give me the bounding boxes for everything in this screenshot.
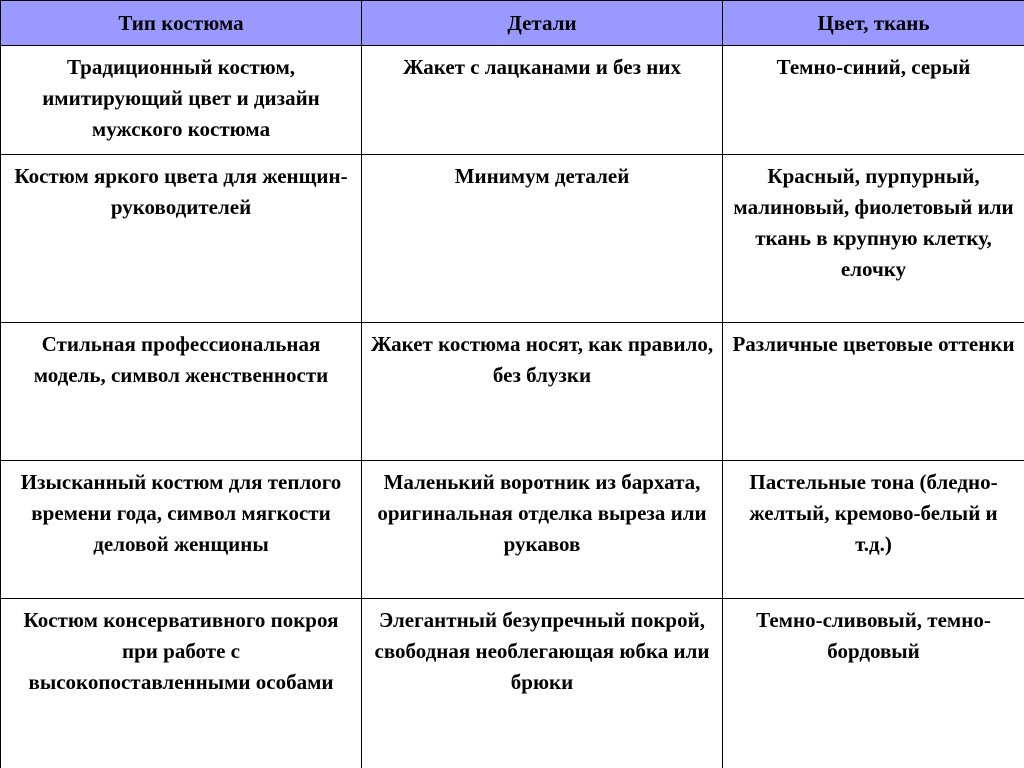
cell-type: Стильная профессиональная модель, символ женственности	[1, 323, 362, 461]
header-cell-details: Детали	[362, 1, 723, 46]
header-cell-color: Цвет, ткань	[723, 1, 1024, 46]
cell-color: Красный, пурпурный, малиновый, фиолетовый или ткань в крупную клетку, елочку	[723, 155, 1024, 323]
header-row	[1, 1, 1024, 46]
table-row	[1, 46, 1024, 155]
cell-color: Темно-синий, серый	[723, 46, 1024, 155]
table-row	[1, 599, 1024, 768]
table-row	[1, 155, 1024, 323]
cell-type: Традиционный костюм, имитирующий цвет и дизайн мужского костюма	[1, 46, 362, 155]
header-cell-type: Тип костюма	[1, 1, 362, 46]
table-header	[1, 1, 1024, 46]
table-row	[1, 461, 1024, 599]
cell-type: Изысканный костюм для теплого времени года, символ мягкости деловой женщины	[1, 461, 362, 599]
table-row	[1, 323, 1024, 461]
cell-color: Различные цветовые оттенки	[723, 323, 1024, 461]
cell-type: Костюм консервативного покроя при работе с высокопоставленными особами	[1, 599, 362, 768]
cell-color: Темно-сливовый, темно-бордовый	[723, 599, 1024, 768]
cell-color: Пастельные тона (бледно-желтый, кремово-белый и т.д.)	[723, 461, 1024, 599]
cell-details: Жакет костюма носят, как правило, без блузки	[362, 323, 723, 461]
cell-type: Костюм яркого цвета для женщин-руководителей	[1, 155, 362, 323]
cell-details: Элегантный безупречный покрой, свободная необлегающая юбка или брюки	[362, 599, 723, 768]
cell-details: Маленький воротник из бархата, оригинальная отделка выреза или рукавов	[362, 461, 723, 599]
cell-details: Жакет с лацканами и без них	[362, 46, 723, 155]
table-body	[1, 46, 1024, 768]
cell-details: Минимум деталей	[362, 155, 723, 323]
